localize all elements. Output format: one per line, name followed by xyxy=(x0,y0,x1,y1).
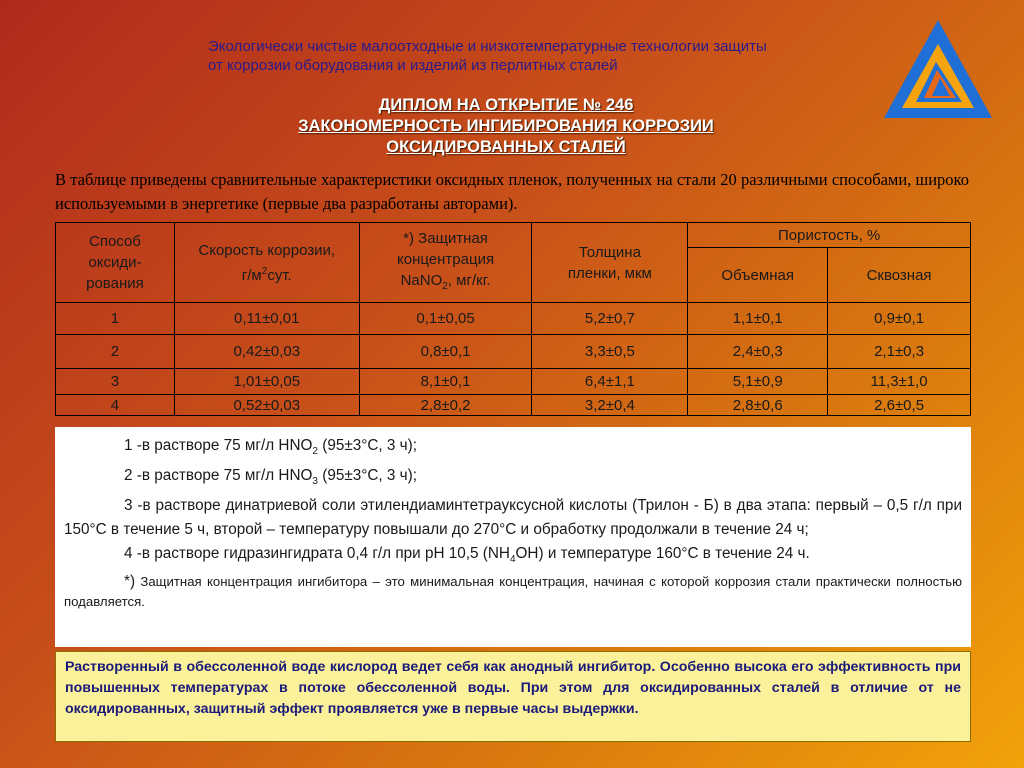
header-conc-line-1: *) Защитная xyxy=(403,230,488,247)
cell-method: 3 xyxy=(56,369,175,395)
presentation-header xyxy=(208,37,868,75)
cell-concentration: 8,1±0,1 xyxy=(359,369,532,395)
header-film-thickness xyxy=(532,223,688,303)
header-thickness-line-2: пленки, мкм xyxy=(567,264,652,282)
note-method-1 xyxy=(64,434,962,464)
cell-concentration: 0,1±0,05 xyxy=(359,303,532,335)
header-conc-formula-b: , мг/кг. xyxy=(447,272,491,289)
cell-thickness: 3,2±0,4 xyxy=(532,395,688,416)
cell-method: 2 xyxy=(56,335,175,369)
cell-thickness: 6,4±1,1 xyxy=(532,369,688,395)
note-4-text-a: 4 -в растворе гидразингидрата 0,4 г/л при рН 10,5 (NH xyxy=(124,545,510,563)
header-corrosion-rate-line-1: Скорость коррозии, xyxy=(198,241,336,259)
table-row xyxy=(56,335,971,369)
header-porosity: Пористость, % xyxy=(688,223,971,248)
header-conc-formula-a: NaNO xyxy=(400,272,443,289)
cell-concentration: 0,8±0,1 xyxy=(359,335,532,369)
cell-method: 1 xyxy=(56,303,175,335)
cell-porosity-volume: 2,8±0,6 xyxy=(688,395,828,416)
note-1-text-b: (95±3°С, 3 ч); xyxy=(317,437,417,454)
note-footnote xyxy=(64,572,962,612)
header-corrosion-rate-line-2 xyxy=(175,261,359,286)
header-corrosion-rate xyxy=(174,223,359,303)
header-conc-line-2: концентрация xyxy=(397,251,495,268)
title-line-2: ЗАКОНОМЕРНОСТЬ ИНГИБИРОВАНИЯ КОРРОЗИИ xyxy=(298,117,714,135)
conclusion-box: Растворенный в обессоленной воде кислород ведет себя как анодный ингибитор. Особенно высока его эффективность при повышенных температурах в потоке обессоленной воды. При этом для оксидированных сталей в отличие от не оксидированных, защитный эффект проявляется уже в первые часы выдержки. xyxy=(55,651,971,742)
header-line-1: Экологически чистые малоотходные и низкотемпературные технологии защиты xyxy=(208,38,767,55)
title-line-3: ОКСИДИРОВАННЫХ СТАЛЕЙ xyxy=(386,138,626,156)
header-protective-concentration xyxy=(359,223,532,303)
intro-paragraph: В таблице приведены сравнительные характеристики оксидных пленок, полученных на стали 20 различными способами, широко используемыми в энергетике (первые два разработаны авторами). xyxy=(55,170,969,213)
header-line-2: от коррозии оборудования и изделий из перлитных сталей xyxy=(208,57,618,74)
header-conc-line-3 xyxy=(360,270,532,297)
note-2-text-a: 2 -в растворе 75 мг/л HNO xyxy=(124,467,313,485)
header-corrosion-rate-unit-a: г/м xyxy=(241,266,262,284)
header-corrosion-rate-unit-b: сут. xyxy=(267,266,292,284)
header-thickness-line-1: Толщина xyxy=(578,243,641,261)
note-method-4 xyxy=(64,542,962,572)
header-porosity-through: Сквозная xyxy=(828,248,971,303)
table-row xyxy=(56,369,971,395)
cell-porosity-volume: 1,1±0,1 xyxy=(688,303,828,335)
header-conc-sub: 2 xyxy=(442,281,448,292)
table-row xyxy=(56,395,971,416)
cell-thickness: 3,3±0,5 xyxy=(532,335,688,369)
cell-corrosion-rate: 0,52±0,03 xyxy=(174,395,359,416)
cell-corrosion-rate: 1,01±0,05 xyxy=(174,369,359,395)
header-method-line-2: оксиди- xyxy=(88,254,142,271)
table-row xyxy=(56,303,971,335)
cell-corrosion-rate: 0,42±0,03 xyxy=(174,335,359,369)
header-corrosion-rate-sup: 2 xyxy=(261,265,268,277)
header-method xyxy=(56,223,175,303)
cell-thickness: 5,2±0,7 xyxy=(532,303,688,335)
header-method-line-3: рования xyxy=(86,275,144,292)
header-porosity-volume: Объемная xyxy=(688,248,828,303)
cell-concentration: 2,8±0,2 xyxy=(359,395,532,416)
note-2-text-b: (95±3°С, 3 ч); xyxy=(317,467,417,485)
note-2-sub: 3 xyxy=(312,476,318,488)
cell-porosity-volume: 2,4±0,3 xyxy=(688,335,828,369)
cell-porosity-through: 2,1±0,3 xyxy=(828,335,971,369)
cell-porosity-through: 2,6±0,5 xyxy=(828,395,971,416)
footnote-text: Защитная концентрация ингибитора – это минимальная концентрация, начиная с которой коррозия стали практически полностью подавляется. xyxy=(64,574,962,610)
triangle-logo-icon xyxy=(882,18,994,122)
page-title xyxy=(150,95,862,158)
note-4-text-b: OH) и температуре 160°С в течение 24 ч. xyxy=(515,545,810,563)
note-method-2 xyxy=(64,464,962,494)
method-notes xyxy=(55,427,971,647)
cell-porosity-through: 11,3±1,0 xyxy=(828,369,971,395)
title-line-1: ДИПЛОМ НА ОТКРЫТИЕ № 246 xyxy=(378,96,634,114)
note-1-text-a: 1 -в растворе 75 мг/л HNO xyxy=(124,437,313,454)
footnote-marker: *) xyxy=(124,573,136,591)
oxide-films-table xyxy=(55,222,971,416)
header-method-line-1: Способ xyxy=(88,233,141,250)
note-method-3: 3 -в растворе динатриевой соли этилендиаминтетрауксусной кислоты (Трилон - Б) в два этапа: первый – 0,5 г/л при 150°С в течение 5 ч, второй – температуру повышали до 270°С и обработку продолжали в течение 24 ч; xyxy=(64,497,962,539)
note-4-sub: 4 xyxy=(509,554,516,566)
cell-porosity-volume: 5,1±0,9 xyxy=(688,369,828,395)
cell-method: 4 xyxy=(56,395,175,416)
cell-corrosion-rate: 0,11±0,01 xyxy=(174,303,359,335)
cell-porosity-through: 0,9±0,1 xyxy=(828,303,971,335)
note-1-sub: 2 xyxy=(312,446,318,458)
